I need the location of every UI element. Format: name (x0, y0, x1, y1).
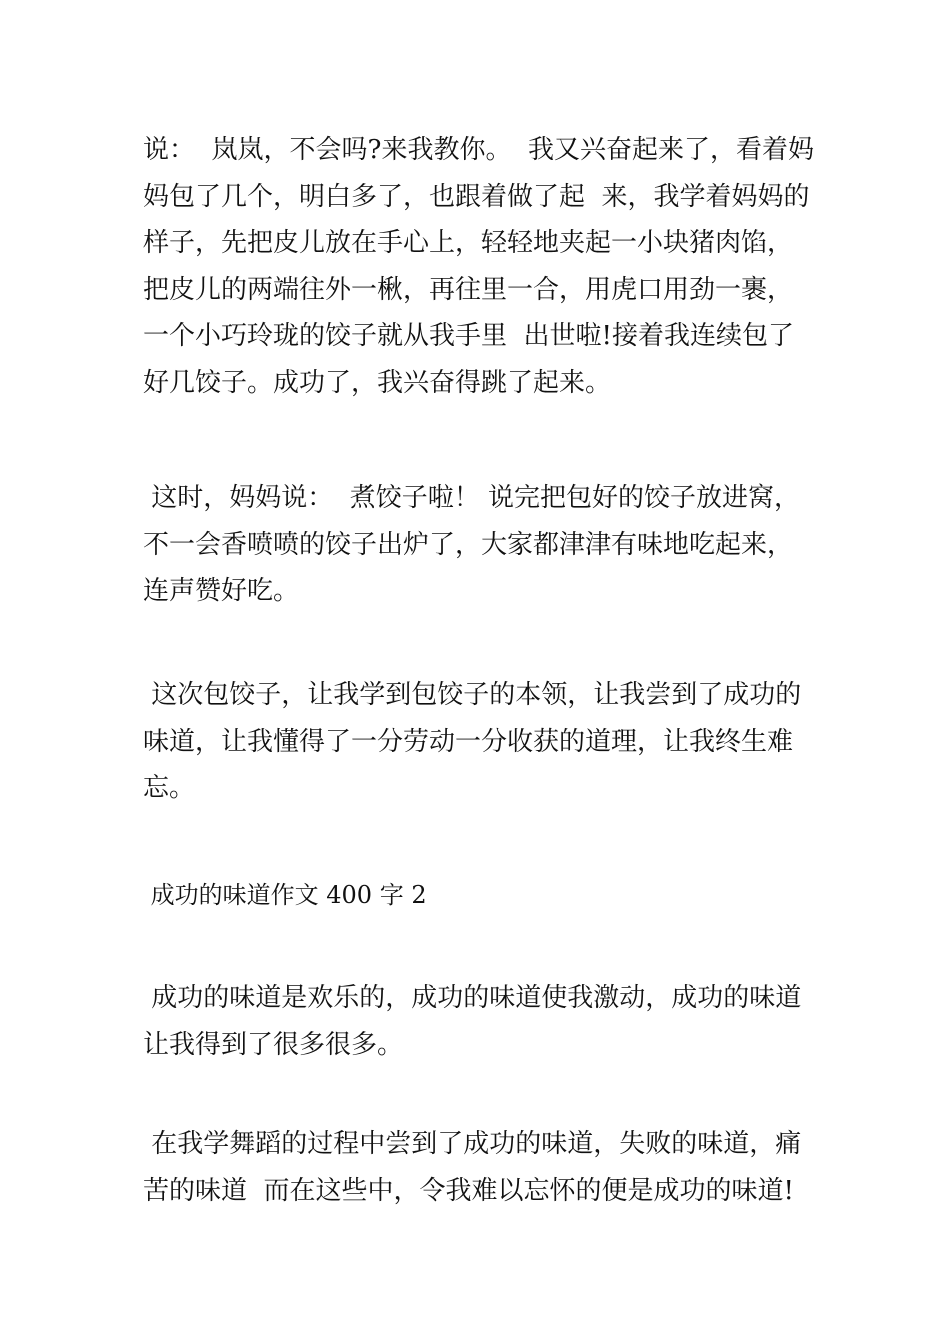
paragraph-line: 忘。 (143, 773, 196, 803)
paragraph-line: 连声赞好吃。 (143, 576, 300, 606)
paragraph-line: 说： 岚岚，不会吗?来我教你。 我又兴奋起来了，看着妈 (143, 135, 814, 165)
paragraph-line: 让我得到了很多很多。 (143, 1029, 404, 1060)
paragraph-line: 把皮儿的两端往外一楸，再往里一合，用虎口用劲一裹， (143, 274, 794, 305)
paragraph-line: 这次包饺子，让我学到包饺子的本领，让我尝到了成功的 (143, 680, 802, 710)
paragraph-line: 不一会香喷喷的饺子出炉了，大家都津津有味地吃起来， (143, 529, 794, 560)
paragraph-line: 这时，妈妈说： 煮饺子啦！ 说完把包好的饺子放进窝， (143, 483, 801, 513)
paragraph-5 (143, 975, 813, 1068)
paragraph-line: 成功的味道是欢乐的，成功的味道使我激动，成功的味道 (143, 983, 802, 1013)
paragraph-2 (143, 475, 813, 615)
section-heading (143, 872, 813, 919)
paragraph-line: 苦的味道 而在这些中，令我难以忘怀的便是成功的味道! (143, 1175, 794, 1206)
paragraph-line: 在我学舞蹈的过程中尝到了成功的味道，失败的味道，痛 (143, 1129, 802, 1159)
paragraph-line: 妈包了几个，明白多了，也跟着做了起 来，我学着妈妈的 (143, 181, 810, 212)
paragraph-3 (143, 672, 813, 812)
paragraph-line: 好几饺子。成功了，我兴奋得跳了起来。 (143, 367, 612, 398)
paragraph-1 (143, 127, 813, 406)
paragraph-line: 味道，让我懂得了一分劳动一分收获的道理，让我终生难 (143, 726, 794, 757)
paragraph-line: 一个小巧玲珑的饺子就从我手里 出世啦!接着我连续包了 (143, 321, 794, 351)
paragraph-6 (143, 1121, 813, 1214)
paragraph-line: 样子，先把皮儿放在手心上，轻轻地夹起一小块猪肉馅， (143, 228, 794, 258)
heading-text: 成功的味道作文 400 字 2 (143, 881, 427, 909)
